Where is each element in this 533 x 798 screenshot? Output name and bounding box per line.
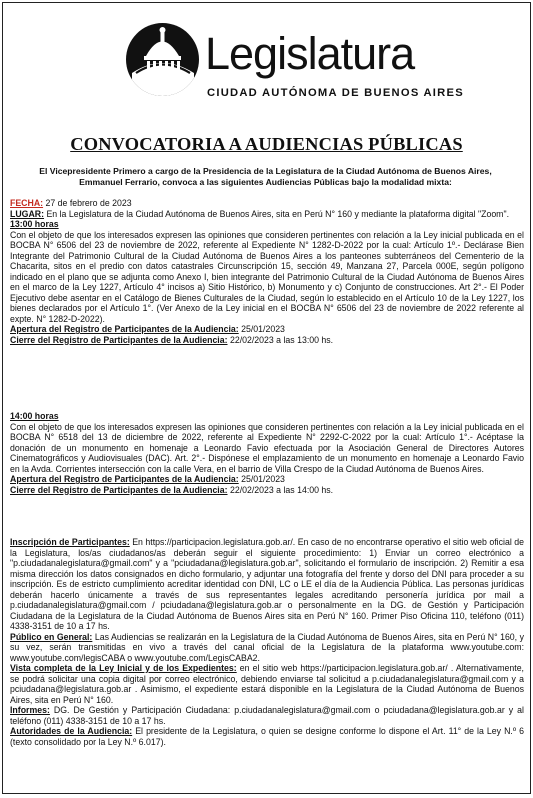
intro-paragraph: El Vicepresidente Primero a cargo de la Presidencia de la Legislatura de la Ciudad Autónoma de Buenos Aires, Emmanuel Ferrario, convoca a las siguientes Audiencias Públicas bajo la modalidad mixta: [39,166,492,187]
autoridades-paragraph: Autoridades de la Audiencia: El presidente de la Legislatura, o quien se designe conforme lo dispone el Art. 11° de la Ley N.º 6 (texto consolidado por la Ley N.º 6.017). [10,726,524,747]
notice-page [2,2,531,794]
publico-label: Público en General: [10,631,93,642]
informes-label: Informes: [10,705,50,715]
lugar-label: LUGAR: [10,208,45,219]
general-information [10,537,524,747]
hearing-2-time: 14:00 horas [10,411,59,421]
vista-paragraph: Vista completa de la Ley Inicial y de los Expedientes: en el sitio web https://participacion.legislatura.gob.ar/ . Alternativamente, se podrá solicitar una copia digital por correo electrónico, debiendo enviarse tal solicitud a p.ciudadanalegislatura@gmail.com y a pciudadana@legislatura.gob.ar . Asimismo, el expediente estará disponible en la Legislatura de la Ciudad Autónoma de Buenos Aires, sita en Perú N° 160. [10,663,524,705]
lugar-value: En la Legislatura de la Ciudad Autónoma de Buenos Aires, sita en Perú N° 160 y mediante la plataforma digital "Zoom". [44,208,510,219]
inscripcion-paragraph: Inscripción de Participantes: En https://participacion.legislatura.gob.ar/. En caso de no encontrarse operativo el sitio web oficial de la Legislatura, los/as ciudadanos/as deberán seguir el siguiente procedimiento: 1) Enviar un correo electrónico a "p.ciudadanalegislatura@gmail.com" y a "pciudadana@legislatura.gob.ar", solicitando el formulario de inscripción. 2) Remitir a esa misma dirección los datos consignados en dicho formulario, y adjuntar una fotografía del frente y dorso del DNI para proceder a su inscripción. Es de estricto cumplimiento acreditar identidad con DNI, LC o LE el día de la Audiencia Pública. Las personas jurídicas deberán hacerlo únicamente a través de sus representantes legales acreditando personería jurídica por mail a p.ciudadanalegislatura@gmail.com / pciudadana@legislatura.gob.ar o personalmente en la DG. de Gestión y Participación Ciudadana de la Legislatura de la Ciudad Autónoma de Buenos Aires sita en Perú N° 160. Primer Piso Oficina 110, teléfono (011) 4338-3151 de 10 a 17 hs. [10,537,524,631]
logo-subtitle: CIUDAD AUTÓNOMA DE BUENOS AIRES [207,87,464,99]
page-title: CONVOCATORIA A AUDIENCIAS PÚBLICAS [70,134,463,154]
fecha-line [10,198,524,209]
hearing-2-apertura: Apertura del Registro de Participantes de la Audiencia: 25/01/2023 [10,474,285,484]
hearing-details [10,198,524,345]
hearing-1-time: 13:00 horas [10,219,59,229]
vista-label: Vista completa de la Ley Inicial y de los Expedientes: [10,663,237,673]
autoridades-label: Autoridades de la Audiencia: [10,726,133,736]
fecha-value: 27 de febrero de 2023 [43,198,132,208]
hearing-1-text: Con el objeto de que los interesados expresen las opiniones que consideren pertinentes con relación a la Ley inicial publicada en el BOCBA N° 6506 del 23 de noviembre de 2022, referente al Expediente N° 1282-D-2022 por la cual: Artículo 1º.- Declárase Bien Integrante del Patrimonio Cultural de la Ciudad Autónoma de Buenos Aires a los panteones subterráneos del Cementerio de la Chacarita, sitos en el predio con datos catastrales Circunscripción 15, sección 49, Manzana 27, Parcela 000E, según polígono indicado en el plano que se adjunta como Anexo I, bien integrante del Patrimonio Cultural de la Ciudad Autónoma de Buenos Aires en el marco de la Ley 1227, Artículo 4° incisos a) Sitio Histórico, b) Monumento y c) Conjunto de construcciones. Art 2°.- El Poder Ejecutivo debe asentar en el Catálogo de Bienes Culturales de la Ciudad, según lo establecido en el Artículo 10 de la Ley 1227, los bienes declarados por el Artículo 1°. (Ver Anexo de la Ley inicial en el BOCBA N° 6506 del 23 de noviembre de 2022 referente al expte. N° 1282-D-2022). [10,229,524,324]
inscripcion-label: Inscripción de Participantes: [10,537,130,547]
hearing-2-cierre: Cierre del Registro de Participantes de la Audiencia: 22/02/2023 a las 14:00 hs. [10,484,334,495]
fecha-label: FECHA: [10,198,44,208]
logo-wordmark: Legislatura [205,28,415,79]
hearing-1-cierre: Cierre del Registro de Participantes de la Audiencia: 22/02/2023 a las 13:00 hs. [10,334,334,345]
legislatura-logo-icon [126,23,199,96]
lugar-line [10,209,524,220]
hearing-1-apertura: Apertura del Registro de Participantes de la Audiencia: 25/01/2023 [10,324,285,334]
hearing-2-text: Con el objeto de que los interesados expresen las opiniones que consideren pertinentes con relación a la Ley inicial publicada en el BOCBA N° 6518 del 13 de diciembre de 2022, referente al Expediente N° 2292-C-2022 por la cual: Artículo 1°.- Acéptase la donación de un monumento en homenaje a Leonardo Favio efectuada por la Asociación General de Directores Autores Cinematográficos y Audiovisuales (DAC). Art. 2°.- Dispónese el emplazamiento de un monumento en homenaje a Leonardo Favio en la Avda. Corrientes intersección con la calle Vera, en el barrio de Villa Crespo de la Ciudad Autónoma de Buenos Aires. [10,421,524,474]
header [3,3,530,111]
publico-paragraph: Público en General: Las Audiencias se realizarán en la Legislatura de la Ciudad Autónoma de Buenos Aires, sita en Perú N° 160, y su vez, serán transmitidas en vivo a través del canal oficial de la Legislatura de la plataforma www.youtube.com: www.youtube.com/legisCABA o www.youtube.com/LegisCABA2. [10,631,524,663]
informes-paragraph: Informes: DG. De Gestión y Participación Ciudadana: p.ciudadanalegislatura@gmail.com o pciudadana@legislatura.gob.ar y al teléfono (011) 4338-3151 de 10 a 17 hs. [10,705,524,726]
hearing-2-details [10,411,524,495]
